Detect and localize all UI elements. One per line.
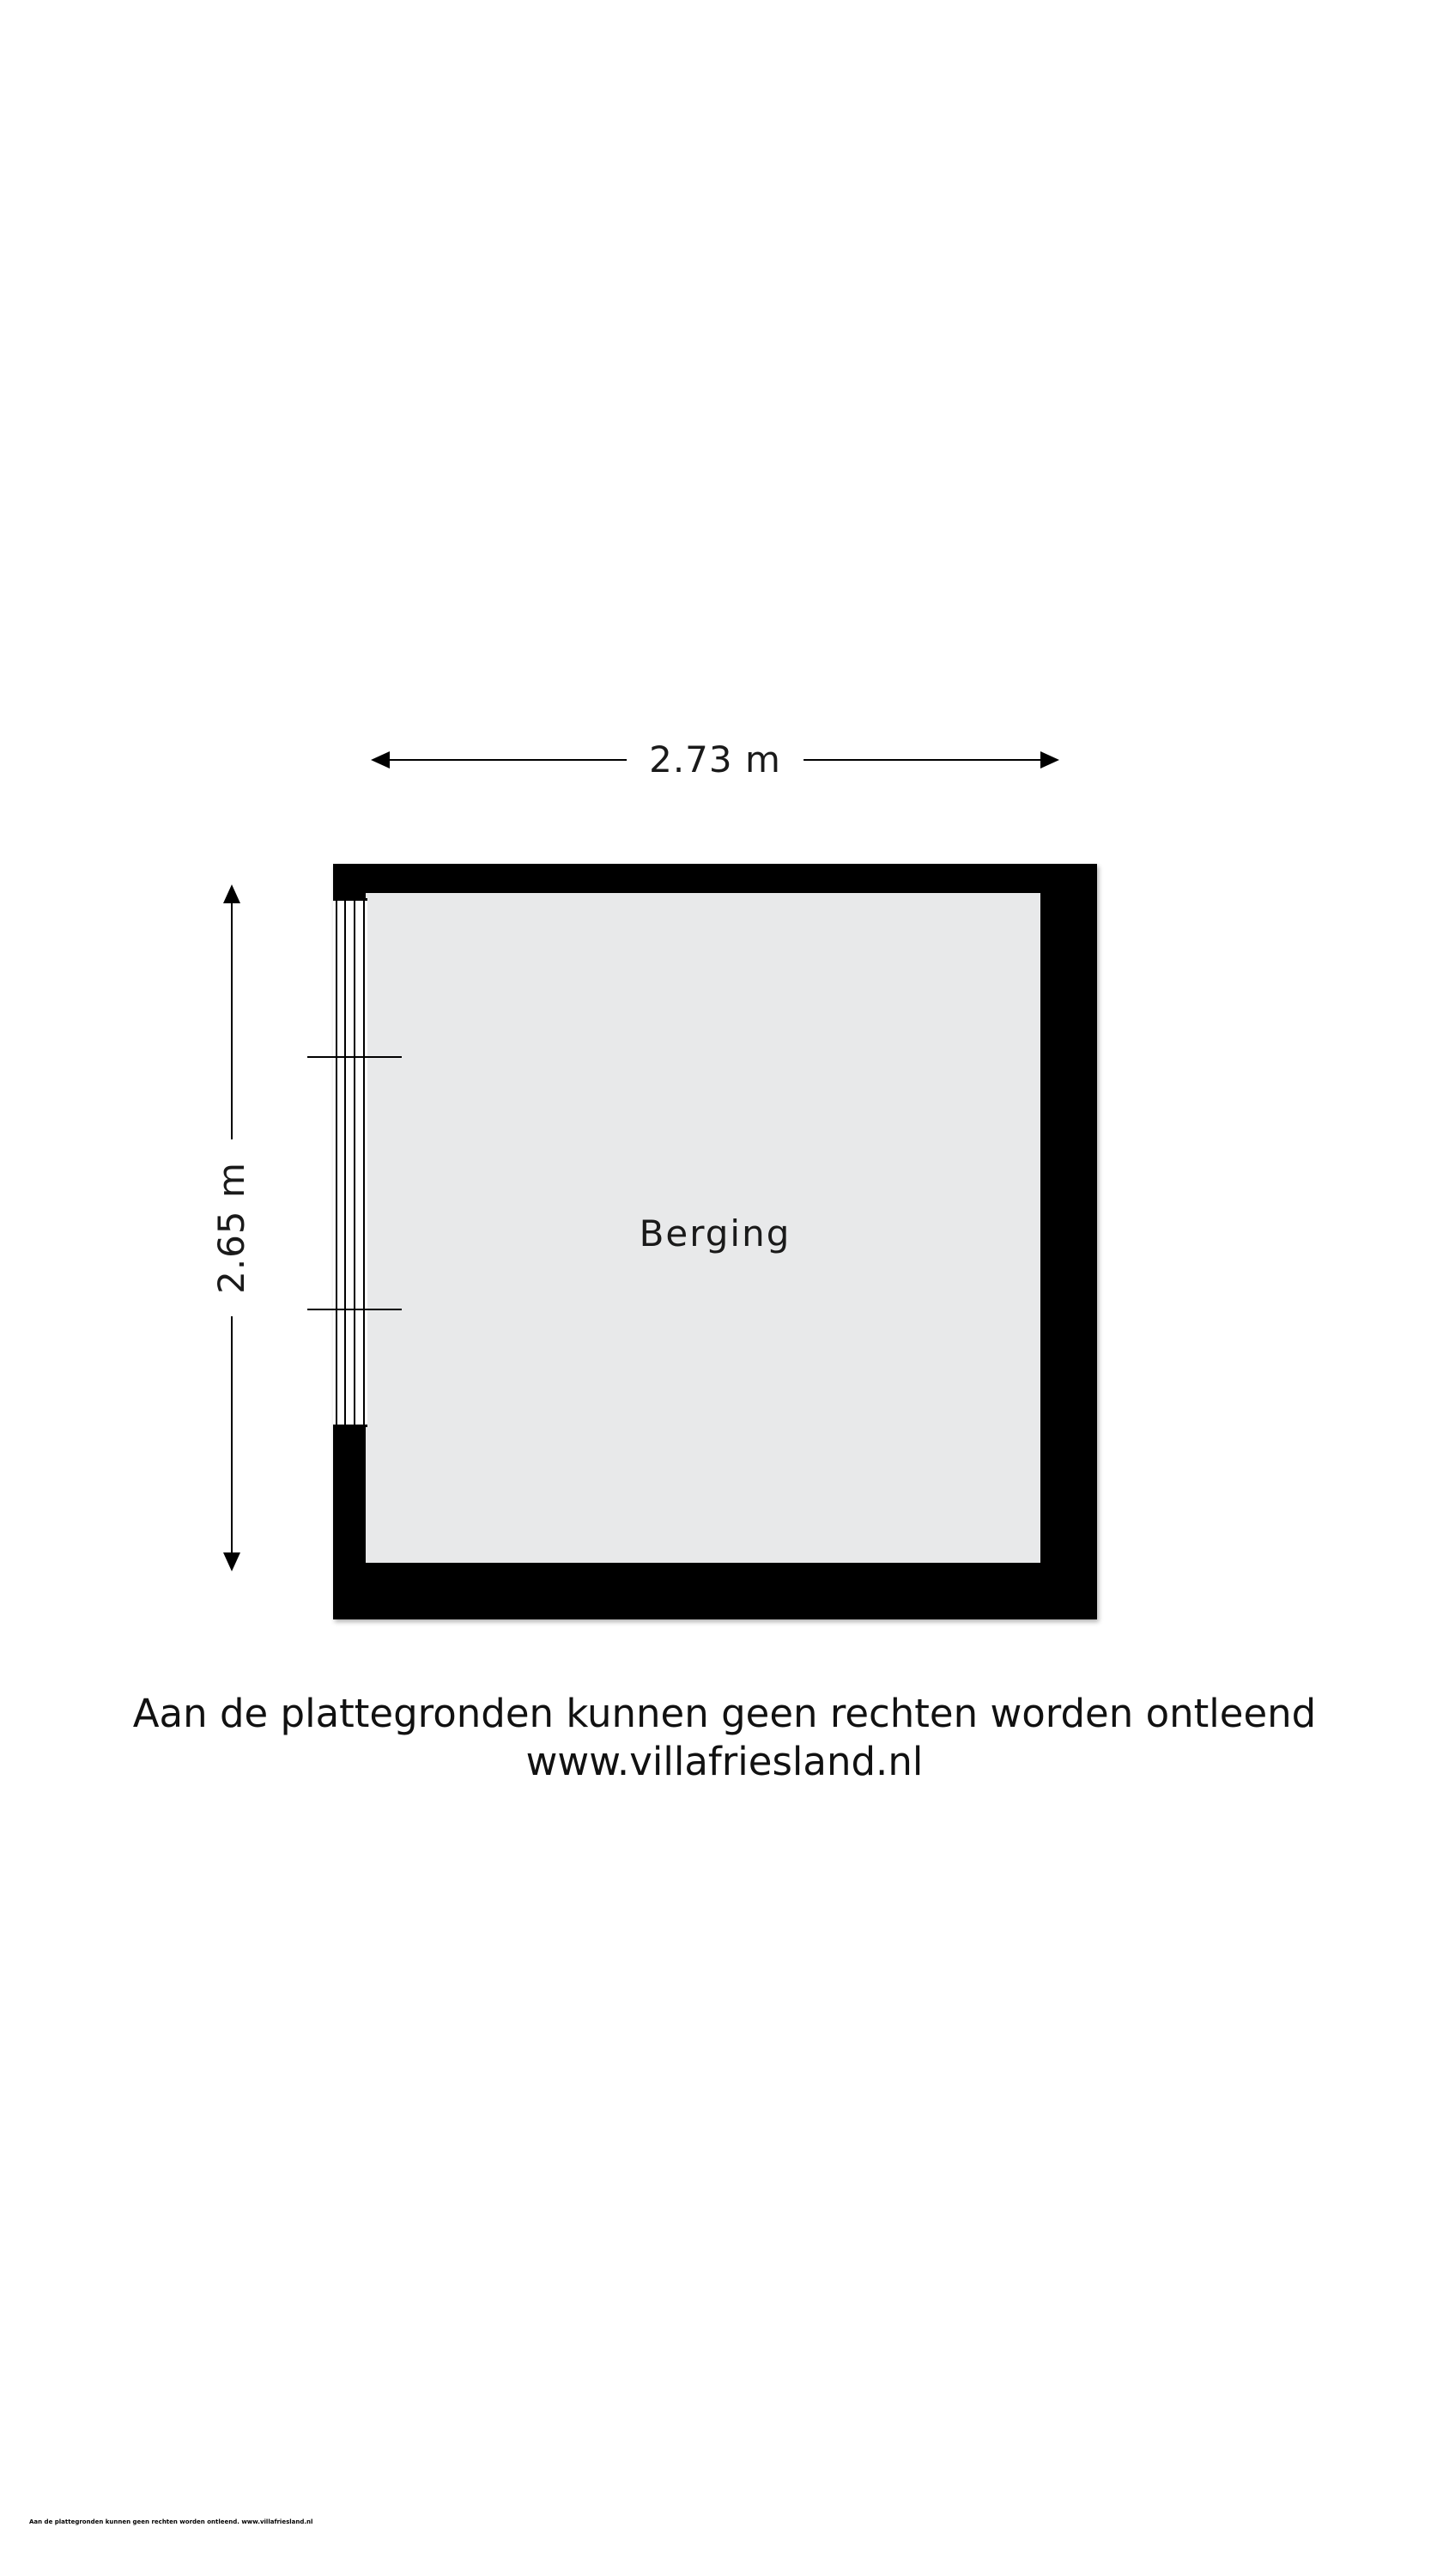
wall-tick-mark (307, 1309, 402, 1310)
footer-disclaimer: Aan de plattegronden kunnen geen rechten worden ontleend (132, 1691, 1317, 1736)
door-mullion (344, 901, 346, 1425)
door-mullion (336, 901, 337, 1425)
arrow-right-icon (1040, 751, 1059, 769)
dimension-height-label: 2.65 m (206, 1139, 258, 1316)
door-mullion (363, 901, 365, 1425)
footer-website: www.villafriesland.nl (525, 1739, 924, 1784)
sliding-door-icon (333, 898, 367, 1427)
footer (0, 1690, 1449, 1786)
door-mullion (354, 901, 355, 1425)
dimension-height (206, 884, 258, 1571)
wall-tick-mark (307, 1056, 402, 1058)
arrow-down-icon (223, 1552, 240, 1571)
dimension-width (371, 734, 1059, 786)
dimension-width-label: 2.73 m (627, 734, 803, 786)
micro-disclaimer: Aan de plattegronden kunnen geen rechten worden ontleend. www.villafriesland.nl (29, 2518, 313, 2525)
room-label: Berging (639, 1212, 791, 1255)
